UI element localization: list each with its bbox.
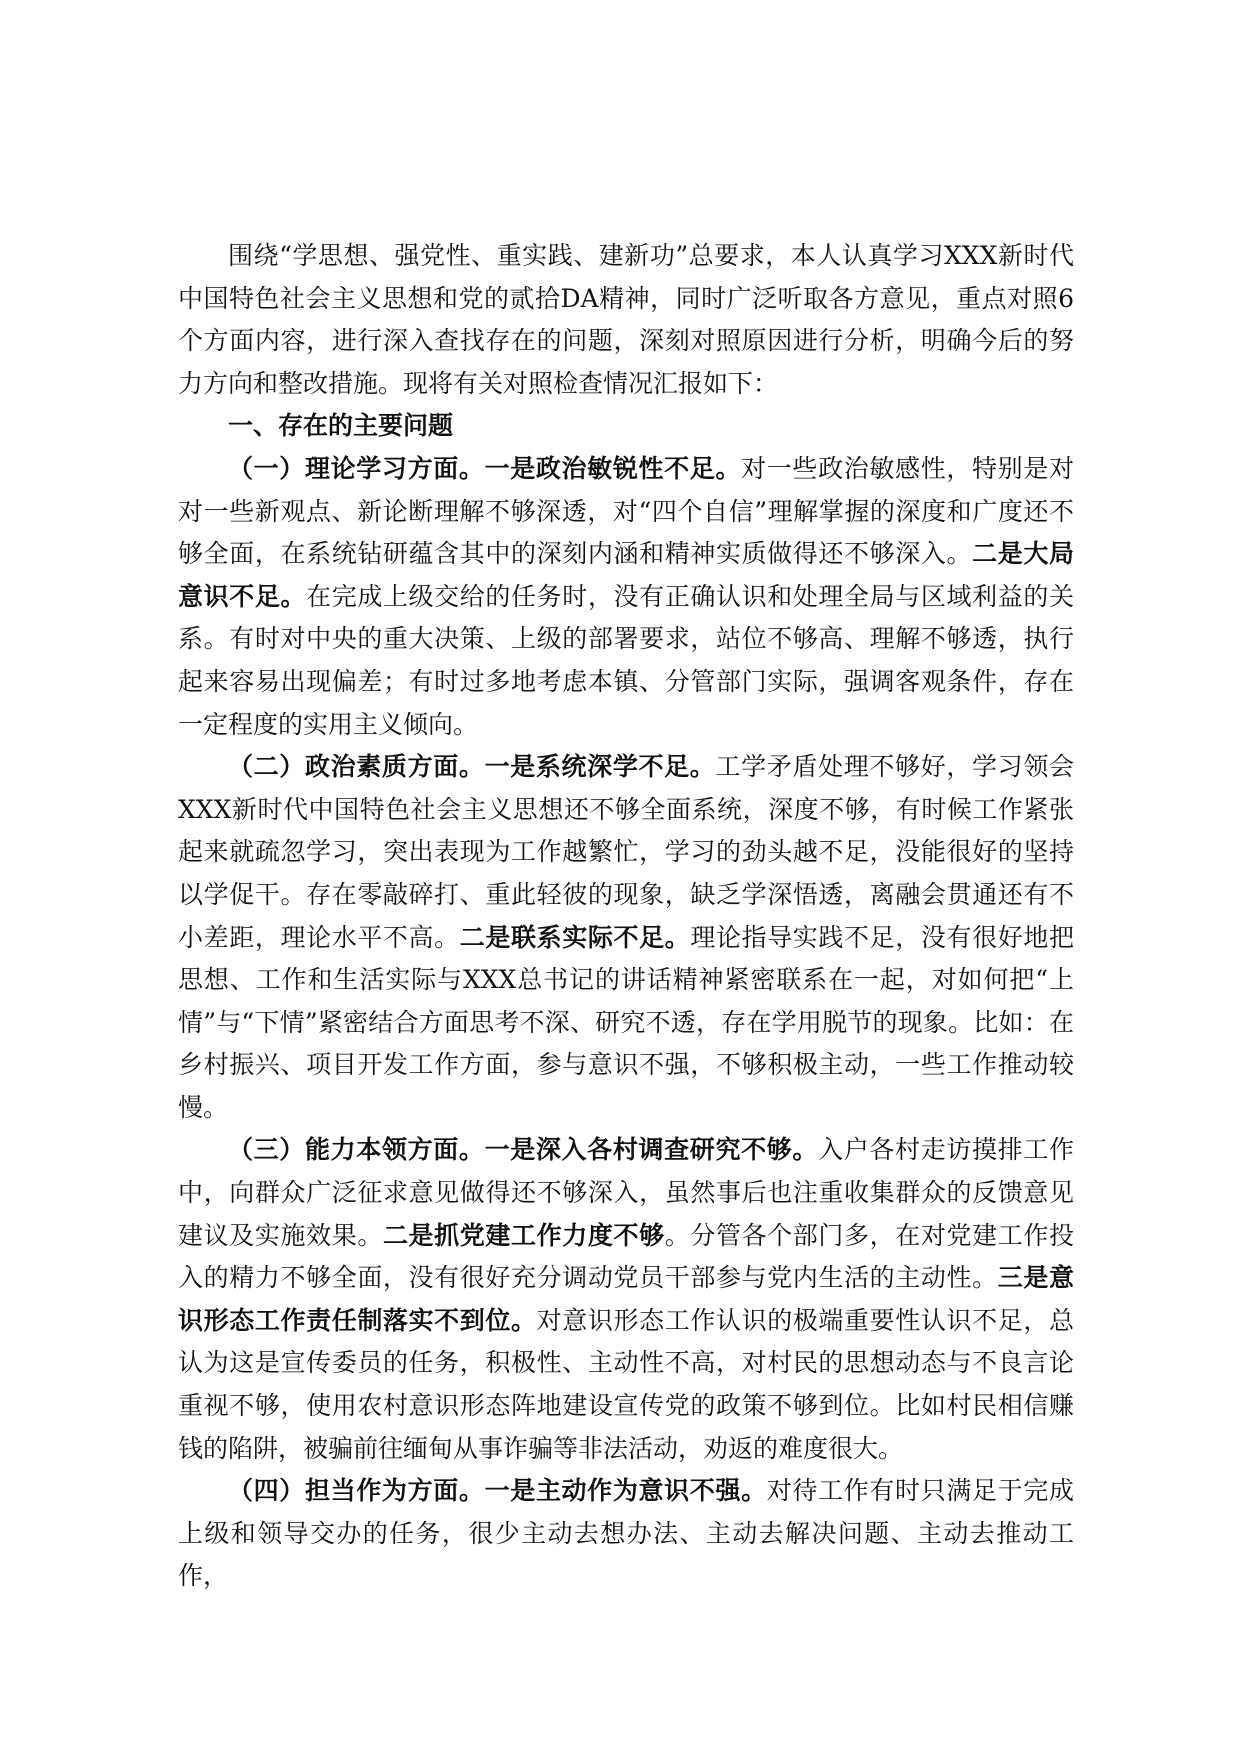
section-1-point-2-text: 在完成上级交给的任务时，没有正确认识和处理全局与区域利益的关系。有时对中央的重大决策、上级的部署要求，站位不够高、理解不够透，执行起来容易出现偏差；有时过多地考虑本镇、分管部门实际，强调客观条件，存在一定程度的实用主义倾向。 xyxy=(178,581,1074,739)
section-3-point-3-label: 三是意识形态工作责任制落实不到位。 xyxy=(178,1263,1074,1335)
section-3-paragraph xyxy=(178,1129,1074,1470)
section-2-point-1-label: 一是系统深学不足。 xyxy=(484,752,716,782)
section-3-point-1-label: 一是深入各村调查研究不够。 xyxy=(484,1135,819,1165)
section-4-point-1-text: 对待工作有时只满足于完成上级和领导交办的任务，很少主动去想办法、主动去解决问题、主动去推动工作， xyxy=(178,1476,1074,1591)
section-heading: 一、存在的主要问题 xyxy=(228,411,454,441)
section-2-title: （二）政治素质方面。 xyxy=(228,752,485,782)
section-1-title: （一）理论学习方面。 xyxy=(228,453,485,483)
section-4-paragraph xyxy=(178,1470,1074,1598)
section-3-title: （三）能力本领方面。 xyxy=(228,1135,485,1165)
section-3-point-1-text: 入户各村走访摸排工作中，向群众广泛征求意见做得还不够深入，虽然事后也注重收集群众的反馈意见建议及实施效果。 xyxy=(178,1135,1074,1250)
section-1-point-2-label: 二是大局意识不足。 xyxy=(178,539,1074,611)
section-2-point-2-label: 二是联系实际不足。 xyxy=(459,922,691,952)
section-1-point-1-label: 一是政治敏锐性不足。 xyxy=(484,453,742,483)
section-4-title: （四）担当作为方面。 xyxy=(228,1476,485,1506)
intro-paragraph: 围绕“学思想、强党性、重实践、建新功”总要求，本人认真学习XXX新时代中国特色社会主义思想和党的贰拾DA精神，同时广泛听取各方意见，重点对照6个方面内容，进行深入查找存在的问题，深刻对照原因进行分析，明确今后的努力方向和整改措施。现将有关对照检查情况汇报如下： xyxy=(178,241,1074,398)
section-3-point-2-label: 二是抓党建工作力度不够 xyxy=(382,1220,665,1250)
section-4-point-1-label: 一是主动作为意识不强。 xyxy=(484,1476,767,1506)
section-2-point-1-text: 工学矛盾处理不够好，学习领会XXX新时代中国特色社会主义思想还不够全面系统，深度不够，有时候工作紧张起来就疏忽学习，突出表现为工作越繁忙，学习的劲头越不足，没能很好的坚持以学促干。存在零敲碎打、重此轻彼的现象，缺乏学深悟透，离融会贯通还有不小差距，理论水平不高。 xyxy=(178,752,1074,952)
section-2-point-2-text: 理论指导实践不足，没有很好地把思想、工作和生活实际与XXX总书记的讲话精神紧密联系在一起，对如何把“上情”与“下情”紧密结合方面思考不深、研究不透，存在学用脱节的现象。比如：在乡村振兴、项目开发工作方面，参与意识不强，不够积极主动，一些工作推动较慢。 xyxy=(178,922,1074,1122)
section-3-point-2-text: 。分管各个部门多，在对党建工作投入的精力不够全面，没有很好充分调动党员干部参与党内生活的主动性。 xyxy=(178,1220,1074,1293)
section-3-point-3-text: 对意识形态工作认识的极端重要性认识不足，总认为这是宣传委员的任务，积极性、主动性不高，对村民的思想动态与不良言论重视不够，使用农村意识形态阵地建设宣传党的政策不够到位。比如村民相信赚钱的陷阱，被骗前往缅甸从事诈骗等非法活动，劝返的难度很大。 xyxy=(178,1305,1074,1463)
section-1-point-1-text: 对一些政治敏感性，特别是对对一些新观点、新论断理解不够深透，对“四个自信”理解掌握的深度和广度还不够全面，在系统钻研蕴含其中的深刻内涵和精神实质做得还不够深入。 xyxy=(178,453,1074,569)
document-body xyxy=(178,235,1074,1598)
section-2-paragraph xyxy=(178,746,1074,1129)
section-1-paragraph xyxy=(178,448,1074,746)
